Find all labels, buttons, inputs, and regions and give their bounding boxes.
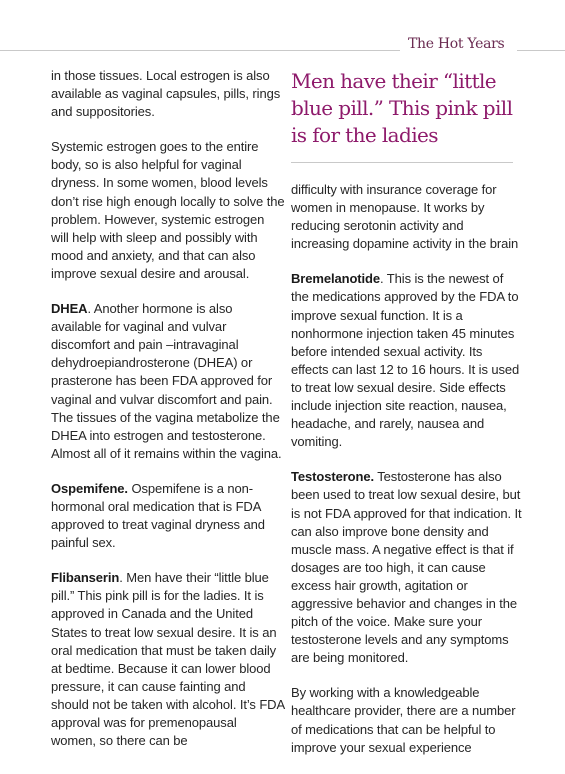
text-testosterone: Testosterone has also been used to treat low sexual desire, but is not FDA approved for that indication. It can also improve bone density and muscle mass. A negative effect is that if dosages are too high, it can cause excess hair growth, agitation or aggressive behavior and changes in the pitch of the voice. Make sure your testosterone levels and any symptoms are being monitored. [291,469,522,666]
paragraph-closing: By working with a knowledgeable healthcare provider, there are a number of medications that can be helpful to improve your sexual experience [291,685,516,755]
term-testosterone: Testosterone. [291,469,374,485]
paragraph-testosterone [291,468,523,667]
paragraph-ospemifene [51,480,285,552]
left-column [51,67,285,767]
paragraph-bremelanotide [291,270,523,451]
paragraph-insurance: difficulty with insurance coverage for women in menopause. It works by reducing serotonin activity and increasing dopamine activity in the brain [291,182,519,252]
text-dhea: . Another hormone is also available for vaginal and vulvar discomfort and pain –intravaginal dehydroepiandrosterone (DHEA) or prasterone has been FDA approved for vaginal and vulvar discomfort and pain. The tissues of the vagina metabolize the DHEA into estrogen and testosterone. Almost all of it remains within the vagina. [51,301,282,461]
paragraph-local-estrogen: in those tissues. Local estrogen is also available as vaginal capsules, pills, rings and suppositories. [51,68,281,120]
term-bremelanotide: Bremelanotide [291,271,381,287]
text-flibanserin: . Men have their “little blue pill.” This pink pill is for the ladies. It is approved in Canada and the United States to treat low sexual desire. It is an oral medication that must be taken daily at bedtime. Because it can lower blood pressure, it can cause fainting and should not be taken with alcohol. It’s FDA approval was for premenopausal women, so there can be [51,570,285,749]
header-rule-left [0,50,400,51]
header-rule-right [517,50,565,51]
text-ospemifene: Ospemifene is a non-hormonal oral medication that is FDA approved to treat vaginal dryness and painful sex. [51,480,265,551]
paragraph-flibanserin [51,569,285,750]
text-bremelanotide: . This is the newest of the medications approved by the FDA to improve sexual function. It is a nonhormone injection taken 45 minutes before intended sexual activity. Its effects can last 12 to 16 hours. It is used to treat low sexual desire. Side effects include injection site reaction, nausea, headache, and rarely, nausea and vomiting. [291,271,520,450]
term-ospemifene: Ospemifene. [51,480,128,496]
pull-quote: Men have their “little blue pill.” This pink pill is for the ladies [291,69,513,147]
running-head: The Hot Years [408,36,505,52]
paragraph-dhea [51,300,285,463]
pull-quote-rule [291,162,513,163]
right-column [291,181,523,774]
term-flibanserin: Flibanserin [51,570,120,586]
term-dhea: DHEA [51,301,88,317]
paragraph-systemic-estrogen: Systemic estrogen goes to the entire body, so is also helpful for vaginal dryness. In some women, blood levels don’t rise high enough locally to solve the problem. However, systemic estrogen will help with sleep and possibly with mood and anxiety, and that can also improve sexual desire and arousal. [51,139,285,281]
